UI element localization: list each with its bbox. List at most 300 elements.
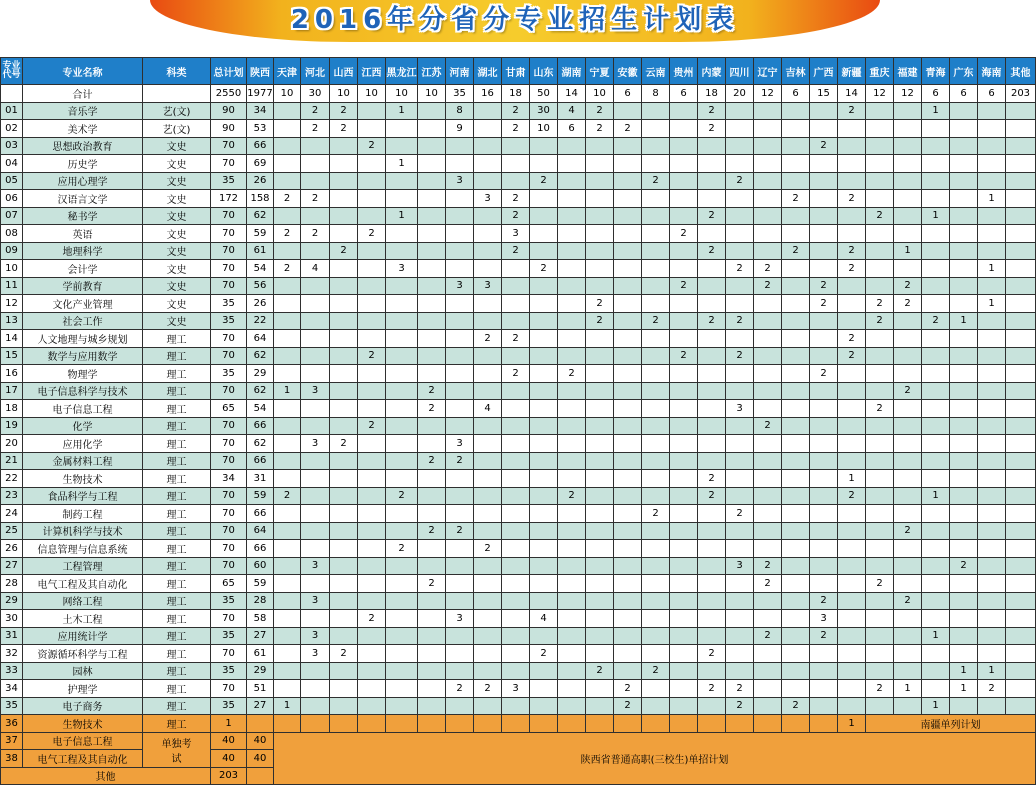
province-value	[446, 540, 474, 558]
major-name: 应用统计学	[23, 627, 143, 645]
province-value: 3	[301, 435, 330, 453]
header-row	[1, 58, 1036, 85]
province-value	[586, 610, 614, 628]
category-cell: 理工	[143, 417, 211, 435]
province-value	[330, 505, 358, 523]
province-value: 2	[754, 277, 782, 295]
table-row	[1, 102, 1036, 120]
province-value	[754, 487, 782, 505]
province-value	[978, 470, 1006, 488]
category-cell: 文史	[143, 260, 211, 278]
province-value	[558, 260, 586, 278]
province-value	[894, 155, 922, 173]
province-value: 2	[838, 102, 866, 120]
table-row	[1, 330, 1036, 348]
province-value	[950, 505, 978, 523]
province-value	[838, 435, 866, 453]
province-value	[558, 295, 586, 313]
category-cell: 理工	[143, 627, 211, 645]
header-province: 福建	[894, 58, 922, 85]
province-value: 56	[247, 277, 274, 295]
province-value	[1006, 312, 1036, 330]
province-value	[950, 207, 978, 225]
province-value	[698, 592, 726, 610]
province-value	[558, 330, 586, 348]
total-cell: 70	[211, 645, 247, 663]
province-value	[894, 312, 922, 330]
province-value	[950, 260, 978, 278]
province-value	[418, 610, 446, 628]
province-value	[330, 155, 358, 173]
southern-xinjiang-note: 南疆单列计划	[866, 715, 1036, 733]
category-cell: 理工	[143, 662, 211, 680]
province-value	[754, 435, 782, 453]
code-cell: 15	[1, 347, 23, 365]
province-value	[726, 470, 754, 488]
province-value	[642, 137, 670, 155]
province-value	[330, 470, 358, 488]
province-value: 66	[247, 137, 274, 155]
province-value	[330, 487, 358, 505]
province-value	[922, 610, 950, 628]
province-value	[418, 540, 446, 558]
province-value	[726, 137, 754, 155]
province-value: 2	[810, 592, 838, 610]
province-value: 8	[446, 102, 474, 120]
province-value	[586, 225, 614, 243]
province-value	[726, 295, 754, 313]
province-value	[726, 120, 754, 138]
province-value	[558, 697, 586, 715]
province-value	[274, 645, 301, 663]
category-cell: 理工	[143, 382, 211, 400]
table-row	[1, 242, 1036, 260]
province-value	[358, 120, 386, 138]
province-value	[1006, 522, 1036, 540]
province-value: 2	[810, 295, 838, 313]
province-value	[782, 715, 810, 733]
province-value	[950, 610, 978, 628]
province-value	[922, 575, 950, 593]
province-value	[866, 365, 894, 383]
province-value: 35	[446, 85, 474, 103]
code-cell: 26	[1, 540, 23, 558]
province-value	[866, 540, 894, 558]
province-value	[670, 120, 698, 138]
province-value	[866, 505, 894, 523]
province-value	[358, 172, 386, 190]
province-value	[530, 662, 558, 680]
province-value	[810, 312, 838, 330]
province-value	[330, 592, 358, 610]
province-value	[1006, 417, 1036, 435]
province-value: 2	[274, 487, 301, 505]
province-value	[782, 645, 810, 663]
province-value: 2	[614, 680, 642, 698]
province-value	[698, 382, 726, 400]
province-value	[1006, 347, 1036, 365]
major-name: 汉语言文学	[23, 190, 143, 208]
total-cell: 70	[211, 680, 247, 698]
province-value	[838, 120, 866, 138]
province-value	[670, 540, 698, 558]
province-value	[586, 592, 614, 610]
province-value: 203	[1006, 85, 1036, 103]
province-value	[558, 610, 586, 628]
province-value: 2	[698, 312, 726, 330]
province-value: 2	[642, 505, 670, 523]
province-value	[586, 242, 614, 260]
province-value	[978, 575, 1006, 593]
province-value	[754, 645, 782, 663]
province-value	[558, 155, 586, 173]
province-value	[586, 697, 614, 715]
province-value	[614, 102, 642, 120]
province-value: 2	[274, 260, 301, 278]
province-value	[894, 330, 922, 348]
province-value	[386, 120, 418, 138]
province-value	[782, 662, 810, 680]
province-value: 53	[247, 120, 274, 138]
province-value: 2	[274, 190, 301, 208]
province-value	[810, 172, 838, 190]
province-value	[726, 277, 754, 295]
total-cell: 65	[211, 575, 247, 593]
province-value	[642, 260, 670, 278]
province-value	[726, 662, 754, 680]
province-value	[418, 312, 446, 330]
province-value	[642, 487, 670, 505]
province-value	[614, 330, 642, 348]
province-value	[894, 662, 922, 680]
province-value: 54	[247, 400, 274, 418]
province-value	[558, 347, 586, 365]
province-value: 2	[838, 330, 866, 348]
table-row	[1, 592, 1036, 610]
header-total: 总计划	[211, 58, 247, 85]
table-row	[1, 680, 1036, 698]
province-value	[358, 522, 386, 540]
category-cell: 理工	[143, 645, 211, 663]
province-value	[754, 540, 782, 558]
province-value: 3	[301, 645, 330, 663]
province-value	[698, 715, 726, 733]
province-value	[838, 225, 866, 243]
province-value: 2	[502, 190, 530, 208]
province-value	[274, 575, 301, 593]
province-value	[670, 662, 698, 680]
total-cell: 35	[211, 295, 247, 313]
code-cell: 24	[1, 505, 23, 523]
province-value	[446, 190, 474, 208]
province-value: 54	[247, 260, 274, 278]
province-value	[782, 627, 810, 645]
province-value	[978, 435, 1006, 453]
total-cell: 65	[211, 400, 247, 418]
province-value: 10	[330, 85, 358, 103]
major-name: 电子信息工程	[23, 732, 143, 750]
province-value	[502, 137, 530, 155]
province-value	[642, 697, 670, 715]
province-value	[754, 137, 782, 155]
province-value	[726, 540, 754, 558]
province-value: 2	[754, 557, 782, 575]
totals-row	[1, 85, 1036, 103]
province-value	[330, 522, 358, 540]
total-cell: 70	[211, 452, 247, 470]
province-value	[1006, 470, 1036, 488]
table-row	[1, 557, 1036, 575]
province-value: 2	[698, 207, 726, 225]
province-value	[558, 225, 586, 243]
province-value	[894, 102, 922, 120]
province-value	[866, 697, 894, 715]
province-value	[274, 715, 301, 733]
province-value	[1006, 382, 1036, 400]
province-value	[950, 295, 978, 313]
province-value	[670, 295, 698, 313]
province-value	[726, 575, 754, 593]
category-cell: 理工	[143, 610, 211, 628]
province-value	[866, 522, 894, 540]
province-value	[922, 645, 950, 663]
province-value: 2	[866, 400, 894, 418]
province-value	[474, 155, 502, 173]
category-cell: 理工	[143, 365, 211, 383]
province-value	[502, 715, 530, 733]
province-value	[386, 295, 418, 313]
province-value	[698, 452, 726, 470]
province-value	[386, 435, 418, 453]
major-name: 思想政治教育	[23, 137, 143, 155]
province-value	[894, 697, 922, 715]
province-value: 3	[502, 680, 530, 698]
province-value	[642, 225, 670, 243]
province-value: 1	[838, 715, 866, 733]
province-value	[358, 330, 386, 348]
province-value	[922, 155, 950, 173]
province-value: 2	[502, 330, 530, 348]
province-value	[386, 382, 418, 400]
province-value	[502, 470, 530, 488]
province-value: 2	[558, 487, 586, 505]
code-cell: 25	[1, 522, 23, 540]
province-value	[726, 715, 754, 733]
province-value	[670, 627, 698, 645]
province-value	[922, 435, 950, 453]
province-value	[838, 312, 866, 330]
province-value	[502, 382, 530, 400]
province-value	[670, 260, 698, 278]
province-value: 3	[726, 400, 754, 418]
province-value	[866, 137, 894, 155]
province-value	[418, 260, 446, 278]
province-value: 1	[978, 662, 1006, 680]
province-value: 2	[530, 645, 558, 663]
code-cell: 19	[1, 417, 23, 435]
province-value	[446, 487, 474, 505]
province-value	[474, 207, 502, 225]
total-cell: 70	[211, 505, 247, 523]
table-row	[1, 207, 1036, 225]
province-value	[754, 365, 782, 383]
province-value	[922, 505, 950, 523]
province-value	[530, 470, 558, 488]
total-cell: 70	[211, 137, 247, 155]
province-value	[642, 102, 670, 120]
header-province: 山西	[330, 58, 358, 85]
province-value: 2	[502, 207, 530, 225]
province-value	[502, 627, 530, 645]
province-value	[894, 610, 922, 628]
province-value	[838, 505, 866, 523]
province-value: 2	[698, 470, 726, 488]
province-value	[330, 540, 358, 558]
province-value	[386, 365, 418, 383]
province-value	[670, 400, 698, 418]
province-value: 1	[894, 242, 922, 260]
table-row	[1, 645, 1036, 663]
province-value	[782, 540, 810, 558]
province-value	[446, 365, 474, 383]
province-value	[894, 452, 922, 470]
province-value	[698, 330, 726, 348]
province-value	[502, 557, 530, 575]
province-value	[922, 260, 950, 278]
province-value	[810, 102, 838, 120]
province-value	[922, 470, 950, 488]
major-name: 会计学	[23, 260, 143, 278]
province-value	[894, 540, 922, 558]
province-value	[950, 102, 978, 120]
province-value	[474, 172, 502, 190]
province-value	[330, 680, 358, 698]
province-value: 59	[247, 575, 274, 593]
table-row	[1, 627, 1036, 645]
province-value	[502, 260, 530, 278]
province-value	[670, 557, 698, 575]
province-value	[474, 382, 502, 400]
province-value	[446, 312, 474, 330]
header-province: 内蒙	[698, 58, 726, 85]
province-value	[386, 400, 418, 418]
province-value	[446, 645, 474, 663]
province-value	[586, 540, 614, 558]
province-value	[726, 382, 754, 400]
province-value	[922, 382, 950, 400]
code-cell: 02	[1, 120, 23, 138]
code-cell: 31	[1, 627, 23, 645]
province-value	[274, 172, 301, 190]
province-value: 3	[301, 557, 330, 575]
province-value	[446, 295, 474, 313]
province-value: 1	[978, 295, 1006, 313]
total-cell: 70	[211, 260, 247, 278]
province-value	[586, 487, 614, 505]
province-value: 28	[247, 592, 274, 610]
province-value	[614, 277, 642, 295]
province-value	[530, 400, 558, 418]
province-value	[726, 330, 754, 348]
province-value: 2	[418, 452, 446, 470]
province-value: 4	[558, 102, 586, 120]
province-value: 1	[386, 207, 418, 225]
province-value	[274, 435, 301, 453]
province-value	[530, 435, 558, 453]
province-value	[698, 225, 726, 243]
province-value	[754, 207, 782, 225]
province-value	[950, 382, 978, 400]
province-value: 1	[386, 155, 418, 173]
province-value	[978, 452, 1006, 470]
province-value	[754, 312, 782, 330]
province-value: 16	[474, 85, 502, 103]
province-value	[670, 592, 698, 610]
province-value	[247, 767, 274, 785]
province-value	[386, 627, 418, 645]
province-value: 2	[502, 120, 530, 138]
province-value	[558, 470, 586, 488]
province-value	[418, 627, 446, 645]
province-value	[642, 627, 670, 645]
province-value: 34	[247, 102, 274, 120]
header-province: 海南	[978, 58, 1006, 85]
province-value: 2	[810, 137, 838, 155]
province-value	[530, 312, 558, 330]
province-value	[330, 557, 358, 575]
province-value	[1006, 295, 1036, 313]
province-value: 6	[670, 85, 698, 103]
major-name: 人文地理与城乡规划	[23, 330, 143, 348]
province-value	[838, 295, 866, 313]
province-value	[810, 505, 838, 523]
province-value	[810, 452, 838, 470]
header-province: 河南	[446, 58, 474, 85]
province-value	[274, 207, 301, 225]
province-value	[386, 172, 418, 190]
province-value: 2	[894, 277, 922, 295]
province-value	[301, 242, 330, 260]
province-value	[558, 435, 586, 453]
province-value	[978, 592, 1006, 610]
province-value	[698, 610, 726, 628]
province-value	[446, 155, 474, 173]
province-value	[558, 137, 586, 155]
major-name: 资源循环科学与工程	[23, 645, 143, 663]
major-name: 工程管理	[23, 557, 143, 575]
header-province: 重庆	[866, 58, 894, 85]
province-value	[642, 382, 670, 400]
province-value: 2	[358, 610, 386, 628]
header-province: 广西	[810, 58, 838, 85]
category-cell: 文史	[143, 190, 211, 208]
province-value	[782, 120, 810, 138]
province-value	[670, 715, 698, 733]
province-value	[642, 680, 670, 698]
province-value	[418, 592, 446, 610]
code-cell: 18	[1, 400, 23, 418]
category-cell: 理工	[143, 347, 211, 365]
province-value	[838, 207, 866, 225]
table-row	[1, 295, 1036, 313]
province-value	[386, 190, 418, 208]
province-value: 1	[950, 662, 978, 680]
province-value	[330, 172, 358, 190]
province-value	[894, 435, 922, 453]
province-value: 2	[726, 680, 754, 698]
province-value	[358, 102, 386, 120]
province-value	[670, 365, 698, 383]
